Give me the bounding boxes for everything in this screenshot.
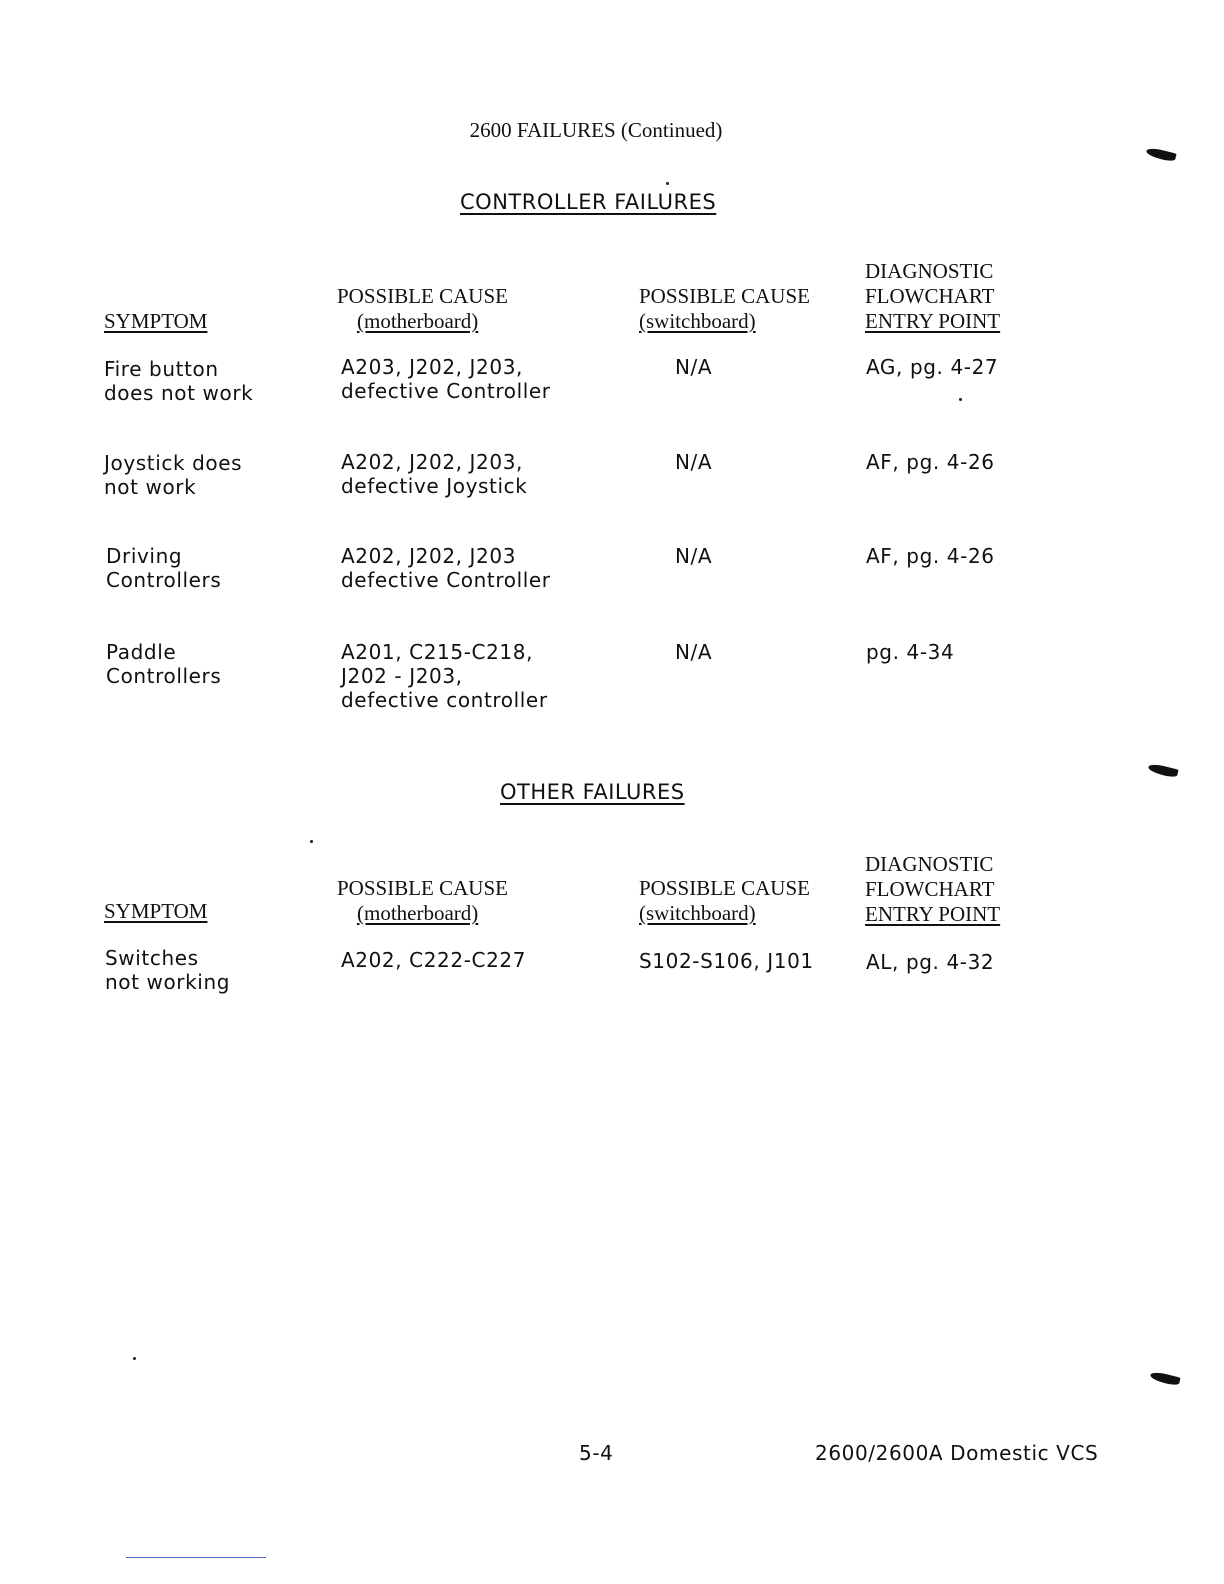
table-row-cause-motherboard: A202, J202, J203 defective Controller <box>341 544 551 592</box>
page-number: 5-4 <box>579 1441 614 1465</box>
scan-speck <box>959 398 962 401</box>
cause-motherboard-header-line1: POSSIBLE CAUSE <box>337 284 508 308</box>
other-failures-heading: OTHER FAILURES <box>500 780 685 804</box>
page-title: 2600 FAILURES (Continued) <box>469 118 723 142</box>
table-row-symptom: Fire button does not work <box>104 357 254 405</box>
scan-speck <box>310 840 313 843</box>
diagnostic-header-line1: DIAGNOSTIC <box>865 259 994 283</box>
cause-motherboard-header <box>337 876 508 926</box>
cause-switchboard-header <box>639 284 810 334</box>
table-row-cause-switchboard: N/A <box>675 450 713 474</box>
diagnostic-header-line2: FLOWCHART <box>865 877 995 901</box>
scan-mark <box>1149 1371 1180 1387</box>
diagnostic-header-line3: ENTRY POINT <box>865 309 1001 333</box>
table-row-cause-switchboard: N/A <box>675 640 713 664</box>
diagnostic-entry-header <box>865 852 1000 927</box>
diagnostic-entry-header <box>865 259 1000 334</box>
symptom-header: SYMPTOM <box>104 899 208 923</box>
table-row-cause-motherboard: A203, J202, J203, defective Controller <box>341 355 551 403</box>
table-row-cause-switchboard: N/A <box>675 355 713 379</box>
table-row-cause-motherboard: A202, J202, J203, defective Joystick <box>341 450 528 498</box>
table-row-symptom: Switches not working <box>105 946 231 994</box>
cause-switchboard-header-line1: POSSIBLE CAUSE <box>639 876 810 900</box>
table-row-cause-motherboard: A202, C222-C227 <box>341 948 527 972</box>
table-row-entry-point: AF, pg. 4-26 <box>866 450 995 474</box>
bottom-edge-rule <box>126 1557 266 1558</box>
scan-mark <box>1145 147 1176 163</box>
table-row-cause-switchboard: N/A <box>675 544 713 568</box>
scan-speck <box>133 1357 136 1360</box>
cause-motherboard-header <box>337 284 508 334</box>
cause-motherboard-header-line2: (motherboard) <box>357 901 479 925</box>
cause-motherboard-header-line1: POSSIBLE CAUSE <box>337 876 508 900</box>
scan-mark <box>1147 763 1178 779</box>
table-row-symptom: Paddle Controllers <box>106 640 222 688</box>
cause-switchboard-header-line2: (switchboard) <box>639 309 756 333</box>
cause-switchboard-header <box>639 876 810 926</box>
cause-switchboard-header-line2: (switchboard) <box>639 901 756 925</box>
table-row-entry-point: AG, pg. 4-27 <box>866 355 999 379</box>
diagnostic-header-line2: FLOWCHART <box>865 284 995 308</box>
diagnostic-header-line1: DIAGNOSTIC <box>865 852 994 876</box>
table-row-entry-point: AF, pg. 4-26 <box>866 544 995 568</box>
scan-speck <box>666 182 669 185</box>
symptom-header: SYMPTOM <box>104 309 208 333</box>
controller-failures-heading: CONTROLLER FAILURES <box>460 190 717 214</box>
table-row-symptom: Driving Controllers <box>106 544 222 592</box>
document-name: 2600/2600A Domestic VCS <box>815 1441 1099 1465</box>
table-row-entry-point: pg. 4-34 <box>866 640 955 664</box>
cause-motherboard-header-line2: (motherboard) <box>357 309 479 333</box>
table-row-cause-motherboard: A201, C215-C218, J202 - J203, defective controller <box>341 640 548 712</box>
table-row-symptom: Joystick does not work <box>104 451 243 499</box>
table-row-entry-point: AL, pg. 4-32 <box>866 950 995 974</box>
table-row-cause-switchboard: S102-S106, J101 <box>639 949 814 973</box>
cause-switchboard-header-line1: POSSIBLE CAUSE <box>639 284 810 308</box>
diagnostic-header-line3: ENTRY POINT <box>865 902 1001 926</box>
